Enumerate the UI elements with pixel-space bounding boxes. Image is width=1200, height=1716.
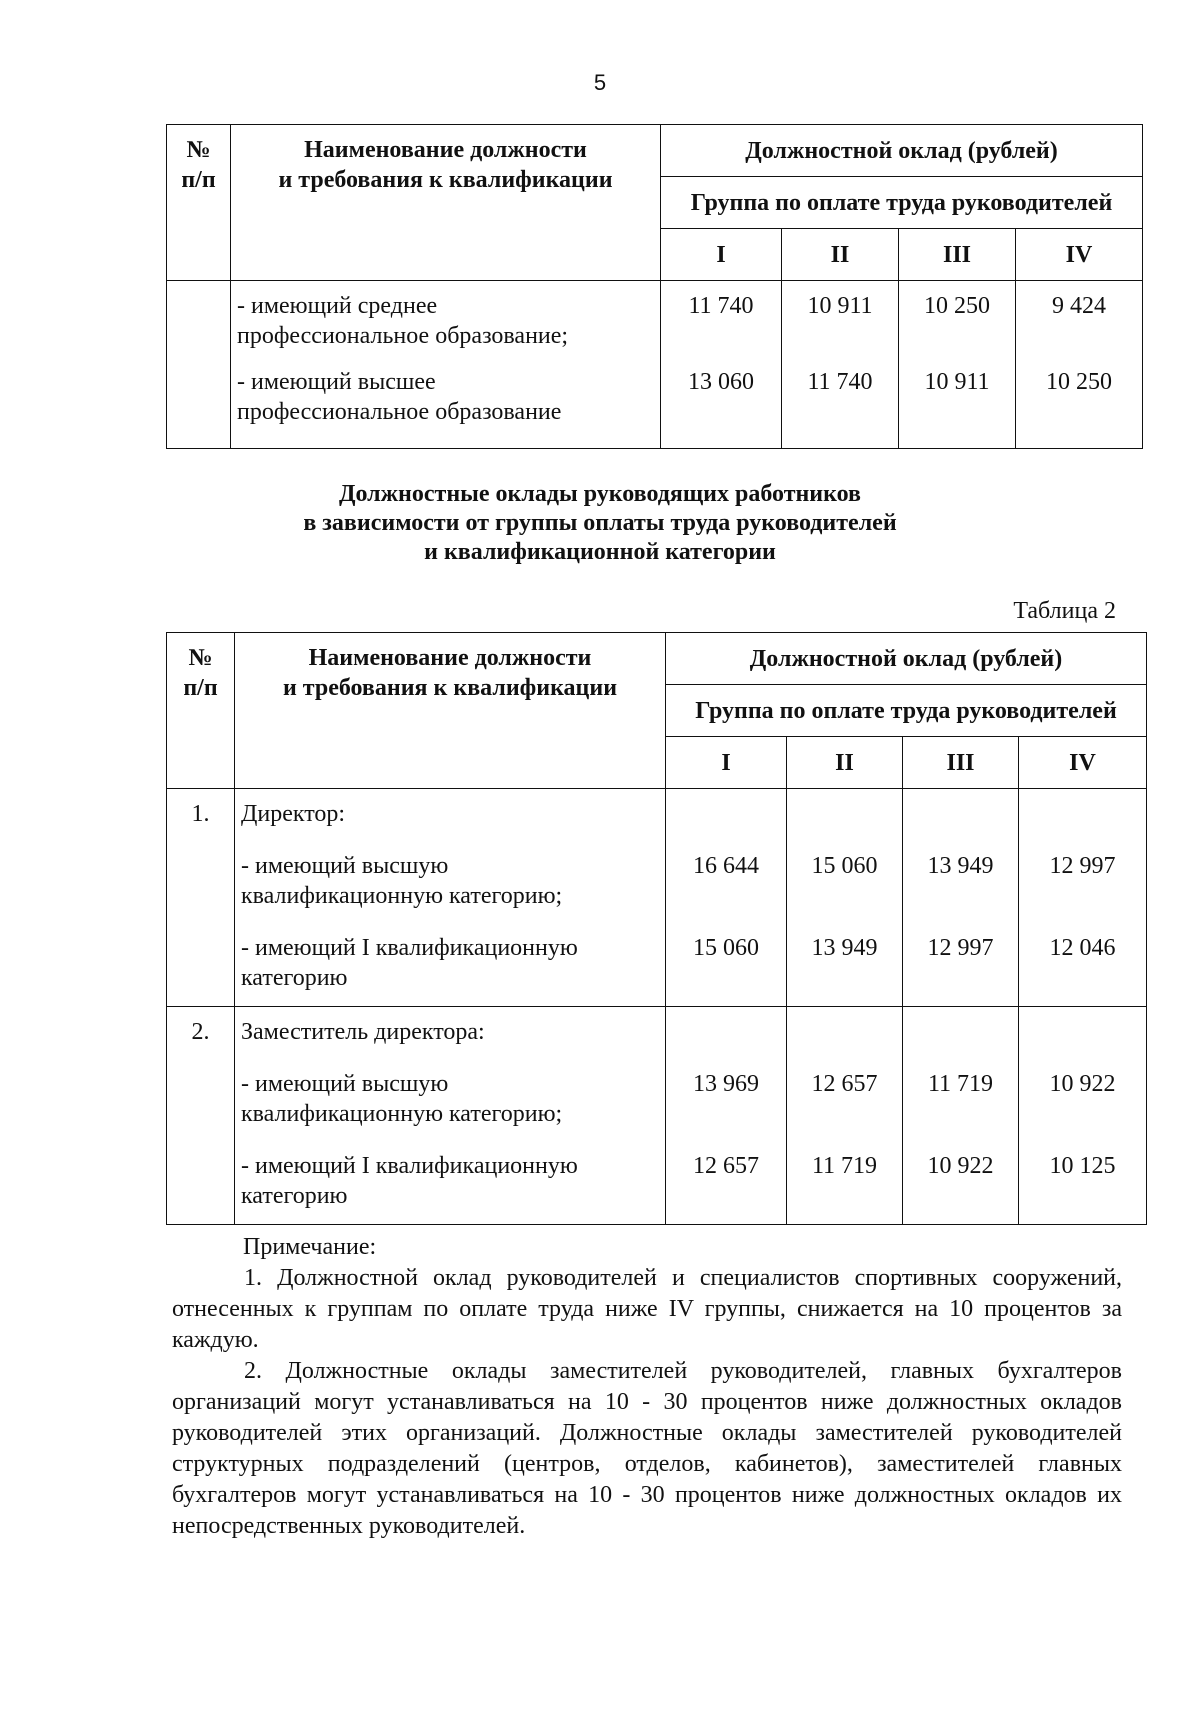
page-number: 5 (593, 70, 607, 95)
row-label-cell (235, 1007, 666, 1225)
col-group-header: Группа по оплате труда руководителей (666, 685, 1147, 737)
col-num-header: № п/п (167, 125, 231, 281)
group-header-1: I (666, 737, 787, 789)
group-header-3: III (903, 737, 1019, 789)
row-title: Директор: (241, 801, 346, 827)
note-item: 2. Должностные оклады заместителей руководителей, главных бухгалтеров организаций могут устанавливаться на 10 - 30 процентов ниже должностных окладов руководителей этих организаций. Должностные оклады заместителей руководителей структурных подразделений (центров, отделов, кабинетов), заместителей главных бухгалтеров могут устанавливаться на 10 - 30 процентов ниже должностных окладов их непосредственных руководителей. (172, 1358, 1122, 1539)
table-row: - имеющий высшую квалификационную категорию; (241, 853, 563, 909)
row-num-cell (167, 281, 231, 449)
row-label-cell (235, 789, 666, 1007)
group-header-1: I (661, 229, 782, 281)
group-header-2: II (787, 737, 903, 789)
value-cell-group-3: 13 949 12 997 (903, 789, 1019, 1007)
row-label-cell (231, 281, 661, 449)
value-cell-group-4: 10 922 10 125 (1019, 1007, 1147, 1225)
table-row: - имеющий высшую квалификационную категорию; (241, 1071, 563, 1127)
value-cell-group-1: 13 969 12 657 (666, 1007, 787, 1225)
row-number: 1. (167, 789, 235, 1007)
table-label: Таблица 2 (1013, 598, 1116, 624)
table-row: - имеющий I квалификационную категорию (241, 935, 578, 991)
value-cell-group-2: 12 657 11 719 (787, 1007, 903, 1225)
value-cell-group-3: 10 250 10 911 (899, 281, 1016, 449)
value-cell-group-4: 9 424 10 250 (1016, 281, 1143, 449)
row-number: 2. (167, 1007, 235, 1225)
value-cell-group-3: 11 719 10 922 (903, 1007, 1019, 1225)
value-cell-group-4: 12 997 12 046 (1019, 789, 1147, 1007)
col-name-header: Наименование должности и требования к квалификации (231, 125, 661, 281)
value-cell-group-2: 15 060 13 949 (787, 789, 903, 1007)
value-cell-group-1: 16 644 15 060 (666, 789, 787, 1007)
col-salary-header: Должностной оклад (рублей) (666, 633, 1147, 685)
col-num-header: № п/п (167, 633, 235, 789)
value-cell-group-1: 11 740 13 060 (661, 281, 782, 449)
note-item: 1. Должностной оклад руководителей и специалистов спортивных сооружений, отнесенных к группам по оплате труда ниже IV группы, снижается на 10 процентов за каждую. (172, 1265, 1122, 1353)
notes (172, 1232, 1122, 1542)
table-row: - имеющий среднее профессиональное образование; (237, 293, 569, 349)
table-row: - имеющий высшее профессиональное образование (237, 369, 562, 425)
col-group-header: Группа по оплате труда руководителей (661, 177, 1143, 229)
group-header-4: IV (1019, 737, 1147, 789)
section-title: Должностные оклады руководящих работников в зависимости от группы оплаты труда руководителей и квалификационной категории (303, 481, 897, 565)
salary-table-2 (166, 632, 1147, 1225)
group-header-2: II (782, 229, 899, 281)
col-salary-header: Должностной оклад (рублей) (661, 125, 1143, 177)
row-title: Заместитель директора: (241, 1019, 485, 1045)
group-header-4: IV (1016, 229, 1143, 281)
salary-table-continued (166, 124, 1143, 449)
col-name-header: Наименование должности и требования к квалификации (235, 633, 666, 789)
value-cell-group-2: 10 911 11 740 (782, 281, 899, 449)
notes-title: Примечание: (243, 1234, 377, 1260)
table-row: - имеющий I квалификационную категорию (241, 1153, 578, 1209)
group-header-3: III (899, 229, 1016, 281)
